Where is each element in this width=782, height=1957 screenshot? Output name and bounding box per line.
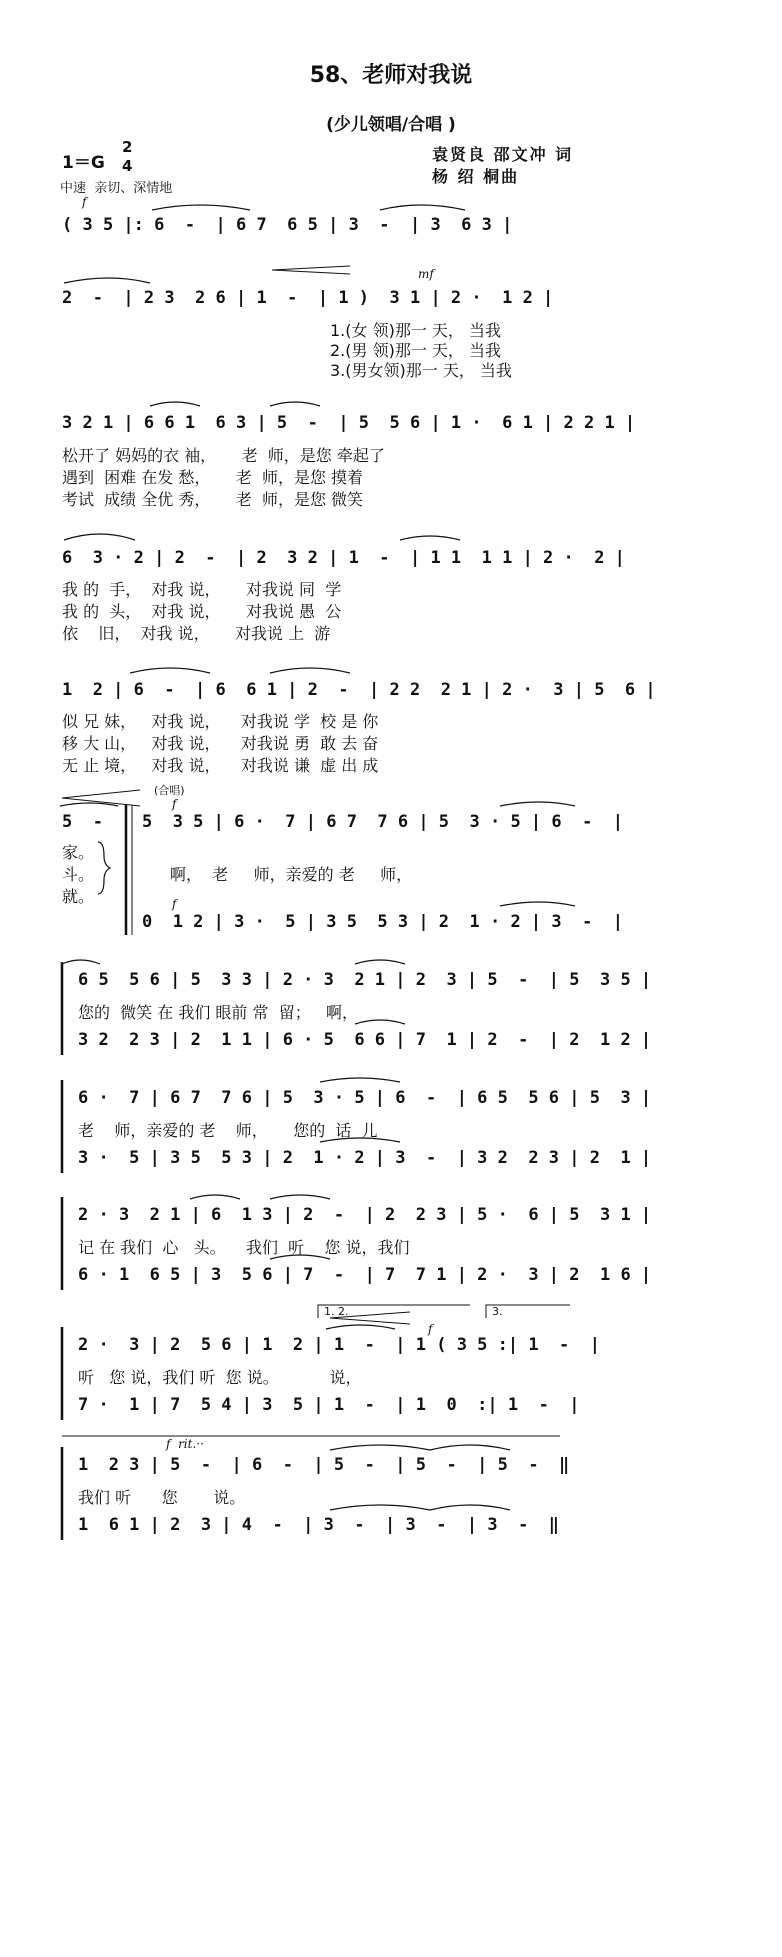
slur — [60, 803, 118, 806]
tempo-marking: 中速 亲切、深情地 — [60, 181, 173, 196]
melody-row-11-soprano: 1 2 3 | 5 - | 6 - | 5 - | 5 - | 5 - ‖ — [78, 1455, 570, 1475]
lyricist-credit: 袁贤良 邵文冲 词 — [432, 145, 574, 164]
lyrics-row-5-verse-3: 无 止 境， 对我 说， 对我说 谦 虚 出 成 — [62, 756, 379, 775]
slur — [355, 960, 405, 964]
verse-brace — [98, 842, 110, 894]
lyrics-row-7: 您的 微笑 在 我们 眼前 常 留； 啊， — [78, 1003, 358, 1022]
slur — [190, 1195, 240, 1199]
dynamic-f: f — [82, 195, 87, 209]
slur — [400, 536, 460, 540]
crescendo-hairpin — [330, 1312, 410, 1324]
lyrics-row-6: 啊， 老 师，亲爱的 老 师， — [170, 865, 413, 884]
lyrics-row-4-verse-2: 我 的 头， 对我 说， 对我说 愚 公 — [62, 602, 342, 621]
melody-row-6-alto: 0 1 2 | 3 · 5 | 3 5 5 3 | 2 1 · 2 | 3 - | — [142, 912, 624, 932]
lyrics-row-5-verse-1: 似 兄 妹， 对我 说， 对我说 学 校 是 你 — [62, 712, 379, 731]
chorus-marking: (合唱) — [154, 784, 185, 797]
verse-label-2: 2.(男 领)那一 天， 当我 — [330, 341, 502, 360]
melody-row-1: ( 3 5 |: 6 - | 6 7 6 5 | 3 - | 3 6 3 | — [62, 215, 513, 235]
lyrics-row-11: 我们 听 您 说。 — [78, 1488, 246, 1507]
ending-1-2-marker: 1. 2. — [324, 1305, 349, 1318]
slur — [64, 534, 135, 540]
verse-label-3: 3.(男女领)那一 天， 当我 — [330, 361, 512, 380]
melody-row-8-soprano: 6 · 7 | 6 7 7 6 | 5 3 · 5 | 6 - | 6 5 5 6 | 5 3 | — [78, 1088, 652, 1108]
melody-row-8-alto: 3 · 5 | 3 5 5 3 | 2 1 · 2 | 3 - | 3 2 2 3 | 2 1 | — [78, 1148, 652, 1168]
ending-3-marker: 3. — [492, 1305, 503, 1318]
melody-row-7-soprano: 6 5 5 6 | 5 3 3 | 2 · 3 2 1 | 2 3 | 5 - | 5 3 5 | — [78, 970, 652, 990]
volta-bracket — [486, 1305, 570, 1318]
slur — [130, 668, 210, 673]
verse-label-1: 1.(女 领)那一 天， 当我 — [330, 321, 502, 340]
slur — [380, 205, 465, 210]
slur — [430, 1505, 510, 1510]
melody-row-5: 1 2 | 6 - | 6 6 1 | 2 - | 2 2 2 1 | 2 · 3 | 5 6 | — [62, 680, 656, 700]
lyrics-row-3-verse-1: 松开了 妈妈的衣 袖， 老 师，是您 牵起了 — [62, 446, 385, 465]
slur — [270, 668, 350, 673]
ending-verse-3: 就。 — [62, 887, 95, 906]
slur — [330, 1505, 430, 1510]
ending-verse-1: 家。 — [62, 843, 95, 862]
slur — [270, 1255, 330, 1259]
melody-row-7-alto: 3 2 2 3 | 2 1 1 | 6 · 5 6 6 | 7 1 | 2 - | 2 1 2 | — [78, 1030, 652, 1050]
slur — [326, 1325, 395, 1329]
lyrics-row-3-verse-2: 遇到 困难 在发 愁， 老 师，是您 摸着 — [62, 468, 364, 487]
melody-row-3: 3 2 1 | 6 6 1 6 3 | 5 - | 5 5 6 | 1 · 6 1 | 2 2 1 | — [62, 413, 636, 433]
dynamic-f-soprano: f — [172, 797, 177, 811]
lyrics-row-4-verse-1: 我 的 手， 对我 说， 对我说 同 学 — [62, 580, 342, 599]
slur — [150, 402, 200, 406]
song-title: 58、老师对我说 — [309, 63, 473, 88]
slur — [355, 1020, 405, 1024]
dynamic-mf: mf — [418, 267, 434, 281]
dynamic-f-ending: f — [428, 1322, 433, 1336]
slur — [270, 402, 320, 406]
slur — [320, 1078, 400, 1082]
slur — [62, 960, 100, 964]
melody-row-2: 2 - | 2 3 2 6 | 1 - | 1 ) 3 1 | 2 · 1 2 | — [62, 288, 554, 308]
slur — [270, 1195, 330, 1199]
song-subtitle: (少儿领唱/合唱 ) — [326, 115, 456, 135]
melody-row-10-soprano: 2 · 3 | 2 5 6 | 1 2 | 1 - | 1 ( 3 5 :| 1 - | — [78, 1335, 600, 1355]
lyrics-row-3-verse-3: 考试 成绩 全优 秀， 老 师，是您 微笑 — [62, 490, 364, 509]
key-signature: 1＝G — [62, 153, 105, 173]
slur — [430, 1445, 510, 1450]
melody-row-11-alto: 1 6 1 | 2 3 | 4 - | 3 - | 3 - | 3 - ‖ — [78, 1515, 560, 1535]
lyrics-row-9: 记 在 我们 心 头。 我们 听 您 说，我们 — [78, 1238, 410, 1257]
composer-credit: 杨 绍 桐曲 — [432, 167, 520, 186]
lyrics-row-10: 听 您 说，我们 听 您 说。 说， — [78, 1368, 362, 1387]
ending-verse-2: 斗。 — [62, 865, 95, 884]
melody-row-6-top: 5 - — [62, 812, 103, 832]
slur — [152, 205, 250, 210]
crescendo-hairpin — [272, 266, 350, 274]
dynamic-f-alto: f — [172, 897, 177, 911]
slur — [500, 802, 575, 806]
melody-row-9-soprano: 2 · 3 2 1 | 6 1 3 | 2 - | 2 2 3 | 5 · 6 | 5 3 1 | — [78, 1205, 652, 1225]
melody-row-9-alto: 6 · 1 6 5 | 3 5 6 | 7 - | 7 7 1 | 2 · 3 | 2 1 6 | — [78, 1265, 652, 1285]
slur — [320, 1138, 400, 1142]
melody-row-10-alto: 7 · 1 | 7 5 4 | 3 5 | 1 - | 1 0 :| 1 - | — [78, 1395, 580, 1415]
lyrics-row-4-verse-3: 依 旧， 对我 说， 对我说 上 游 — [62, 624, 331, 643]
melody-row-4: 6 3 · 2 | 2 - | 2 3 2 | 1 - | 1 1 1 1 | 2 · 2 | — [62, 548, 625, 568]
time-signature-top: 2 — [122, 138, 133, 156]
ritardando-marking: f rit.·· — [166, 1437, 204, 1451]
time-signature-bottom: 4 — [122, 157, 133, 175]
volta-bracket — [318, 1305, 470, 1318]
melody-row-6-soprano: 5 3 5 | 6 · 7 | 6 7 7 6 | 5 3 · 5 | 6 - | — [142, 812, 624, 832]
slur — [500, 902, 575, 906]
lyrics-row-5-verse-2: 移 大 山， 对我 说， 对我说 勇 敢 去 奋 — [62, 734, 379, 753]
slur — [64, 278, 150, 283]
lyrics-row-8: 老 师，亲爱的 老 师， 您的 话 儿 — [78, 1121, 378, 1140]
slur — [330, 1445, 430, 1450]
